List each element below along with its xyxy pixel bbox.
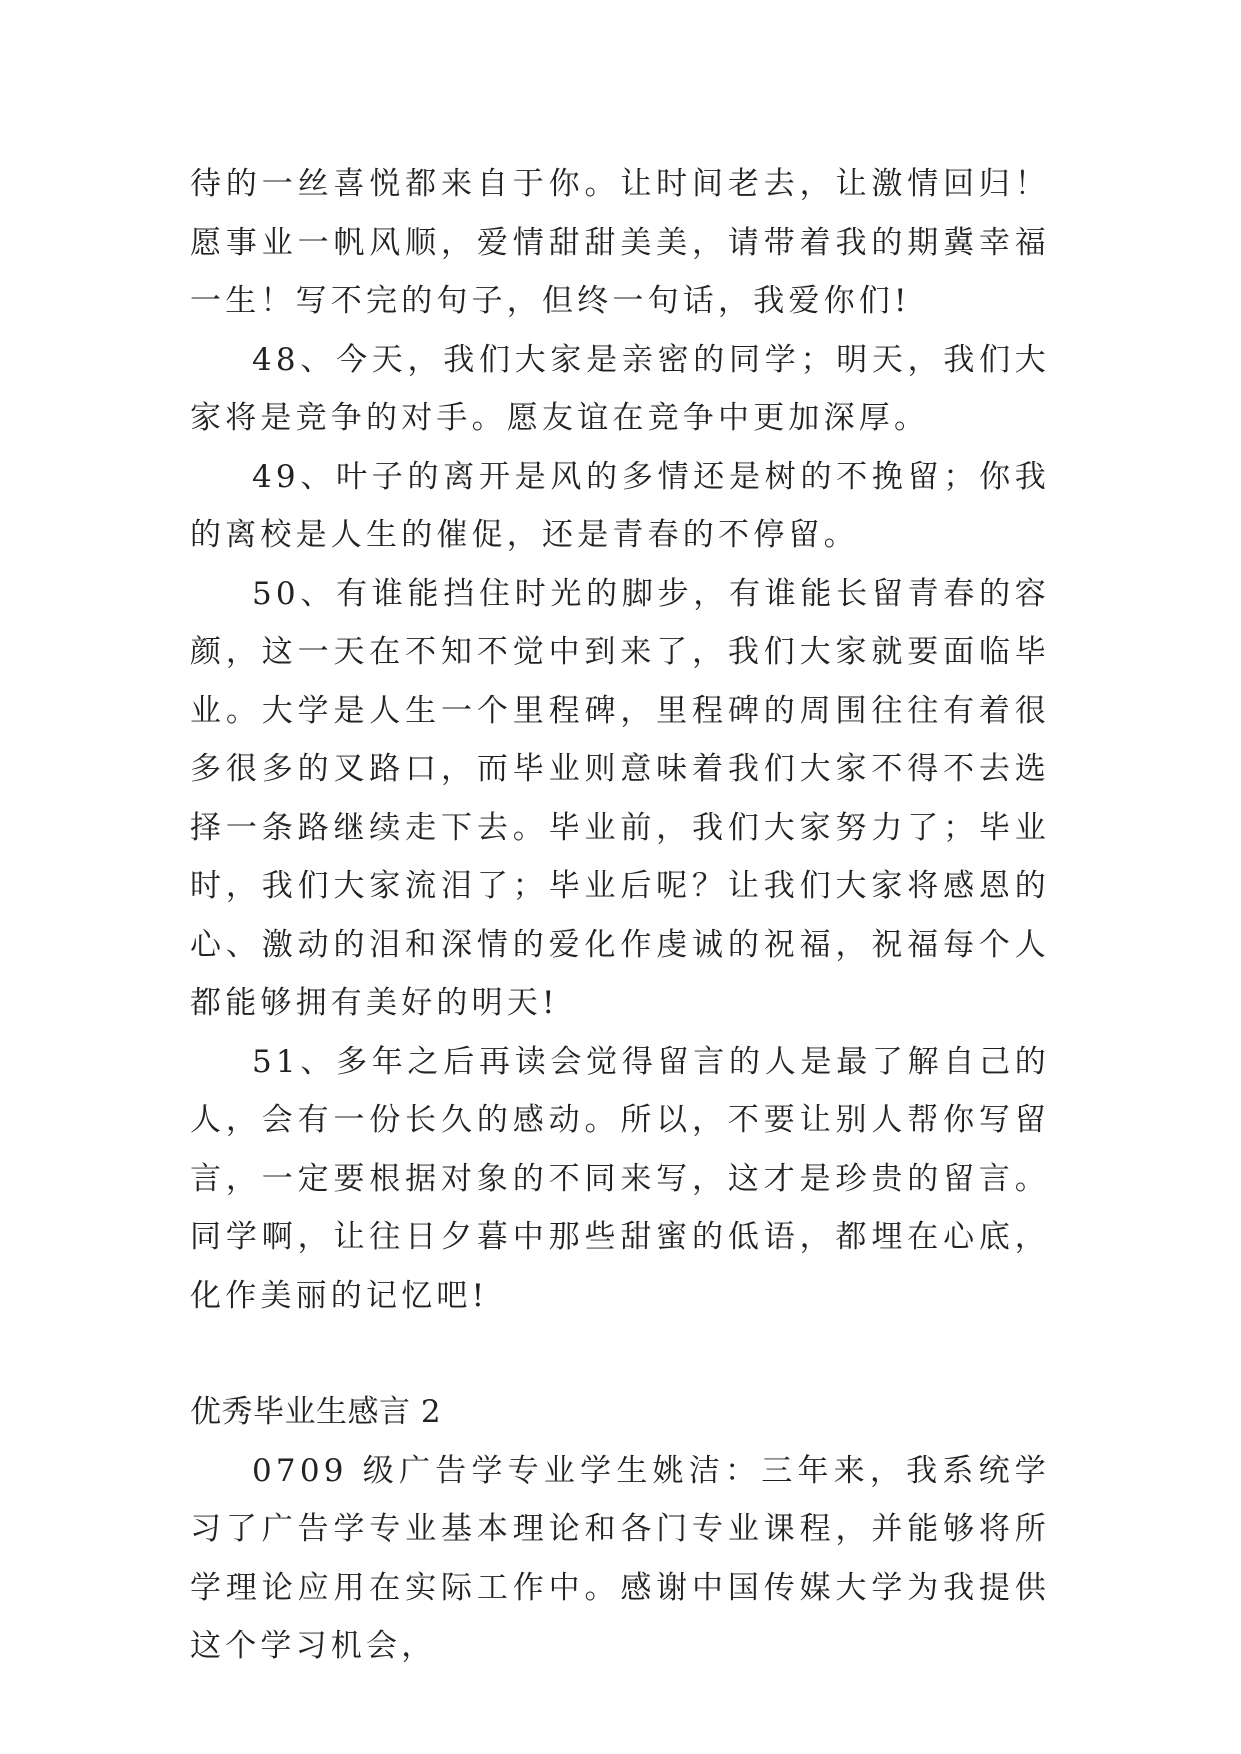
document-body <box>190 155 1050 1676</box>
list-item-49: 49、叶子的离开是风的多情还是树的不挽留；你我的离校是人生的催促，还是青春的不停留。 <box>190 458 1050 553</box>
list-item-51: 51、多年之后再读会觉得留言的人是最了解自己的人，会有一份长久的感动。所以，不要让别人帮你写留言，一定要根据对象的不同来写，这才是珍贵的留言。 同学啊，让往日夕暮中那些甜蜜的低语，都埋在心底，化作美丽的记忆吧! <box>190 1043 1050 1314</box>
list-item-50: 50、有谁能挡住时光的脚步，有谁能长留青春的容颜，这一天在不知不觉中到来了，我们大家就要面临毕业。大学是人生一个里程碑，里程碑的周围往往有着很多很多的叉路口，而毕业则意味着我们大家不得不去选择一条路继续走下去。毕业前，我们大家努力了；毕业时，我们大家流泪了；毕业后呢？让我们大家将感恩的心、激动的泪和深情的爱化作虔诚的祝福，祝福每个人都能够拥有美好的明天! <box>190 575 1050 1021</box>
section-heading: 优秀毕业生感言 2 <box>190 1394 442 1430</box>
intro-continuation-paragraph: 待的一丝喜悦都来自于你。让时间老去，让激情回归！愿事业一帆风顺，爱情甜甜美美，请带着我的期冀幸福一生！写不完的句子，但终一句话，我爱你们! <box>190 166 1050 319</box>
section-paragraph: 0709 级广告学专业学生姚洁：三年来，我系统学习了广告学专业基本理论和各门专业课程，并能够将所学理论应用在实际工作中。感谢中国传媒大学为我提供这个学习机会， <box>190 1452 1050 1664</box>
list-item-48: 48、今天，我们大家是亲密的同学；明天，我们大家将是竞争的对手。愿友谊在竞争中更加深厚。 <box>190 341 1050 436</box>
